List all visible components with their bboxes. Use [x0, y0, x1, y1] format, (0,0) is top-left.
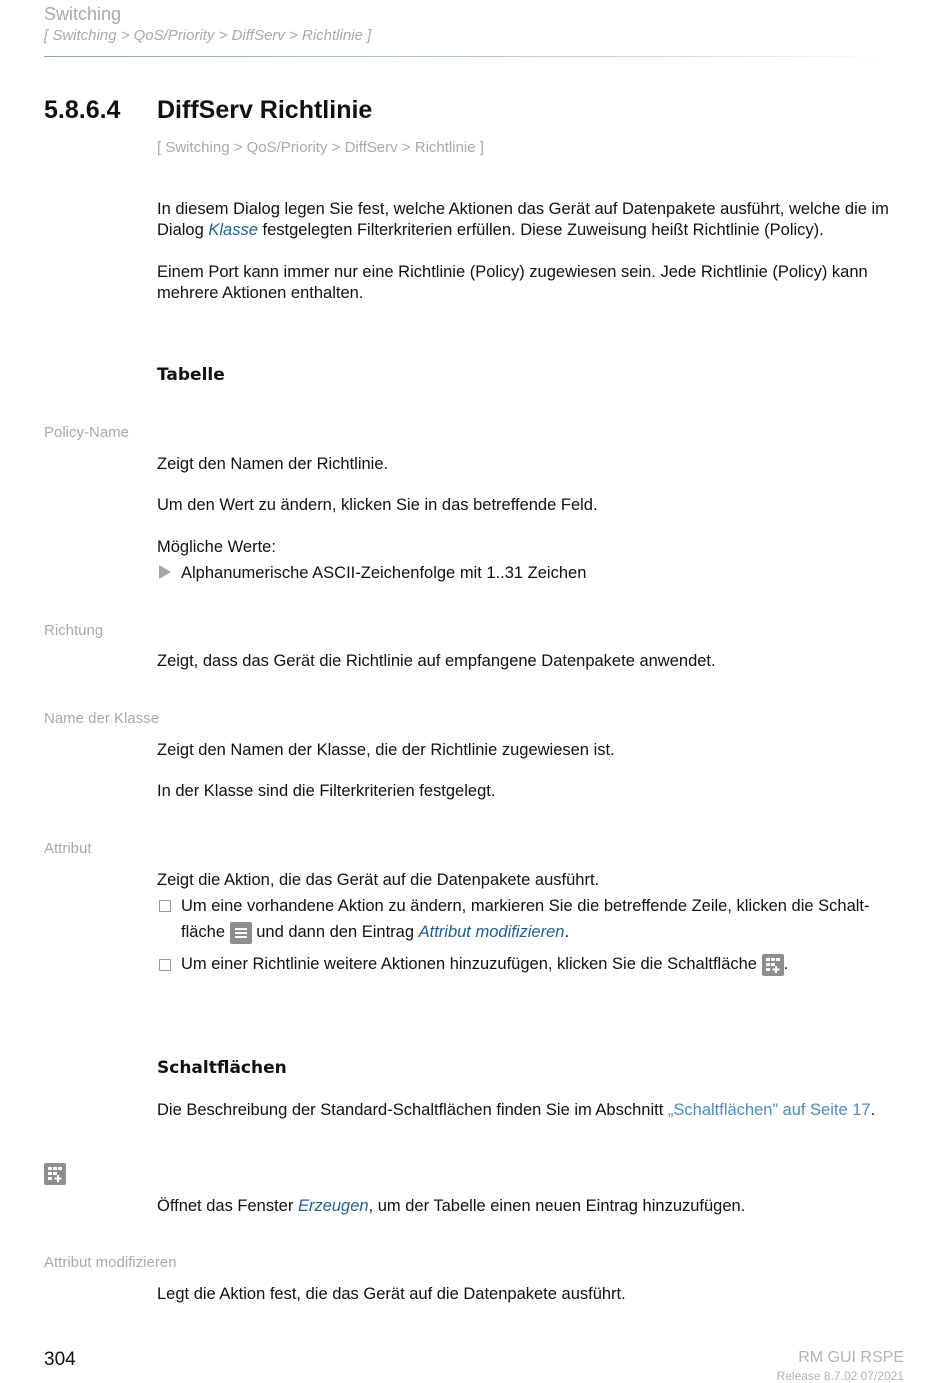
richtung-desc: Zeigt, dass das Gerät die Richtlinie auf empfangene Datenpakete anwendet.: [157, 652, 716, 670]
page-number: 304: [44, 1349, 76, 1370]
policy-name-edit: Um den Wert zu ändern, klicken Sie in das betreffende Feld.: [157, 496, 598, 514]
attribut-desc: Zeigt die Aktion, die das Gerät auf die Datenpakete ausführt.: [157, 871, 600, 889]
triangle-bullet-icon: [159, 565, 171, 579]
attribut-item-text: Um einer Richtlinie weitere Aktionen hinzuzufügen, klicken Sie die Schaltfläche: [181, 955, 757, 973]
field-label-policy-name: Policy-Name: [44, 424, 130, 441]
policy-name-value-item: Alphanumerische ASCII-Zeichenfolge mit 1..31 Zeichen: [181, 564, 587, 582]
buttons-desc-text: Die Beschreibung der Standard-Schaltflächen finden Sie im Abschnitt: [157, 1101, 668, 1119]
buttons-desc: [157, 1100, 909, 1121]
policy-name-desc: Zeigt den Namen der Richtlinie.: [157, 455, 389, 473]
field-label-klasse: Name der Klasse: [44, 710, 160, 727]
field-label-attribut-modifizieren: Attribut modifizieren: [44, 1254, 177, 1271]
add-row-icon[interactable]: [762, 954, 784, 976]
field-label-attribut: Attribut: [44, 840, 92, 857]
checkbox-bullet-icon: [159, 959, 171, 971]
intro-text: festgelegten Filterkriterien erfüllen. Diese Zuweisung heißt Richtlinie (Policy).: [257, 221, 824, 239]
section-title: DiffServ Richtlinie: [157, 96, 373, 124]
intro-text: In diesem Dialog legen Sie fest, welche Aktionen das Gerät auf Datenpakete ausführt, welche die im Dialog: [157, 200, 889, 239]
document-name: RM GUI RSPE: [798, 1349, 904, 1366]
attribut-modifizieren-link[interactable]: Attribut modifizieren: [418, 923, 565, 941]
erzeugen-link[interactable]: Erzeugen: [297, 1197, 369, 1215]
checkbox-bullet-icon: [159, 900, 171, 912]
intro-paragraph-1: [157, 199, 909, 241]
klasse-desc: Zeigt den Namen der Klasse, die der Richtlinie zugewiesen ist.: [157, 741, 615, 759]
header-divider: [44, 56, 889, 57]
klasse-link[interactable]: Klasse: [208, 221, 258, 239]
schaltflaechen-xref-link[interactable]: „Schaltflächen” auf Seite 17: [667, 1101, 871, 1119]
attribut-item-text: .: [783, 955, 789, 973]
policy-name-values-label: Mögliche Werte:: [157, 538, 276, 556]
create-desc-text: Öffnet das Fenster: [157, 1197, 298, 1215]
attribut-item-2: [181, 952, 909, 976]
attribut-item-1-line-2: [181, 920, 909, 944]
menu-icon[interactable]: [230, 922, 252, 944]
add-row-icon[interactable]: [44, 1163, 66, 1185]
intro-paragraph-2: Einem Port kann immer nur eine Richtlinie (Policy) zugewiesen sein. Jede Richtlinie (Policy) kann mehrere Aktionen enthalten.: [157, 263, 868, 302]
attribut-modifizieren-desc: Legt die Aktion fest, die das Gerät auf die Datenpakete ausführt.: [157, 1285, 626, 1303]
buttons-desc-text: .: [870, 1101, 876, 1119]
attribut-item-text: fläche: [181, 923, 226, 941]
running-header-title: Switching: [44, 4, 122, 24]
create-desc-text: , um der Tabelle einen neuen Eintrag hinzuzufügen.: [368, 1197, 746, 1215]
attribut-item-1-line-1: Um eine vorhandene Aktion zu ändern, markieren Sie die betreffende Zeile, klicken die Schalt-: [181, 897, 870, 915]
field-label-richtung: Richtung: [44, 622, 104, 639]
create-desc: [157, 1196, 909, 1217]
release-info: Release 8.7.02 07/2021: [776, 1369, 904, 1383]
attribut-item-text: und dann den Eintrag: [256, 923, 415, 941]
section-number: 5.8.6.4: [44, 96, 121, 124]
attribut-item-text: .: [564, 923, 570, 941]
table-heading: Tabelle: [157, 365, 225, 385]
buttons-heading: Schaltflächen: [157, 1058, 287, 1078]
section-breadcrumb: [ Switching > QoS/Priority > DiffServ > Richtlinie ]: [157, 139, 484, 156]
running-header-path: [ Switching > QoS/Priority > DiffServ > Richtlinie ]: [44, 27, 372, 44]
klasse-note: In der Klasse sind die Filterkriterien festgelegt.: [157, 782, 496, 800]
